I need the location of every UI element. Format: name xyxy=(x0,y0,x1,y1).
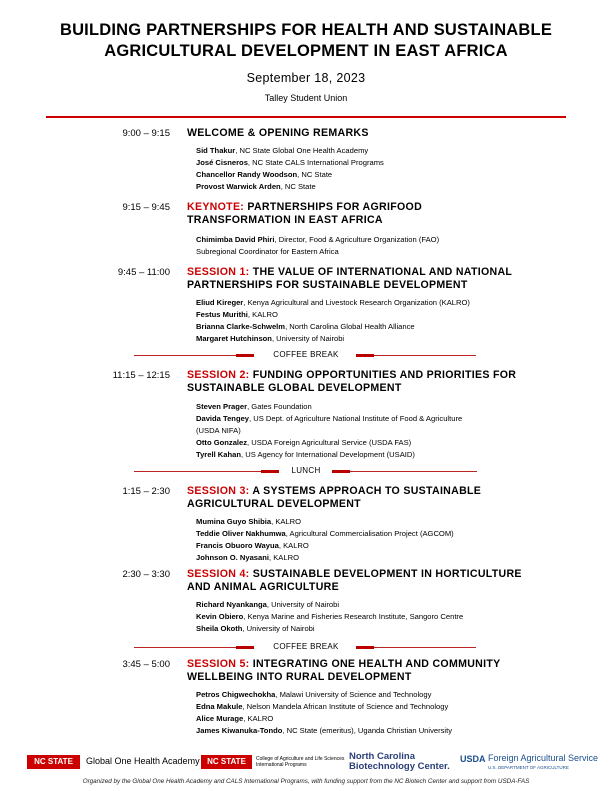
break-divider xyxy=(0,466,612,478)
speaker-name: Kevin Obiero xyxy=(196,612,244,621)
session-title xyxy=(187,485,557,511)
session-lead: SESSION 4: xyxy=(187,568,250,580)
ncstate-logo: NC STATE xyxy=(27,755,80,769)
speaker xyxy=(196,611,566,623)
speaker-affiliation: , Agricultural Commercialisation Project (AGCOM) xyxy=(285,529,454,538)
speaker xyxy=(196,401,566,413)
speaker xyxy=(196,181,566,193)
footer-credit: Organized by the Global One Health Academy and CALS International Programs, with funding support from the NC Biotech Center and support from USDA-FAS xyxy=(82,778,530,785)
speaker-affiliation: , NC State Global One Health Academy xyxy=(235,146,369,155)
ncbiotech-logo xyxy=(349,752,450,772)
speaker xyxy=(196,169,566,181)
speaker-name: Sheila Okoth xyxy=(196,624,243,633)
title-line-1: BUILDING PARTNERSHIPS FOR HEALTH AND SUSTAINABLE xyxy=(59,21,553,39)
speaker xyxy=(196,725,566,737)
speaker-affiliation: , Malawi University of Science and Technology xyxy=(275,690,432,699)
session-lead: KEYNOTE: xyxy=(187,201,245,213)
speaker xyxy=(196,309,566,321)
speaker xyxy=(196,623,566,635)
speaker-name: Richard Nyankanga xyxy=(196,600,267,609)
speaker xyxy=(196,516,566,528)
speaker-name: Steven Prager xyxy=(196,402,248,411)
speaker-affiliation: , Nelson Mandela African Institute of Science and Technology xyxy=(242,702,449,711)
speaker xyxy=(196,701,566,713)
session-title-text-2: AND ANIMAL AGRICULTURE xyxy=(187,581,339,593)
speaker-list xyxy=(196,297,566,345)
cals-logo-text xyxy=(256,756,346,768)
session-time: 9:15 – 9:45 xyxy=(122,202,170,213)
speaker-affiliation: , University of Nairobi xyxy=(271,334,345,343)
speaker-affiliation: , University of Nairobi xyxy=(242,624,315,633)
speaker-name: Alice Murage xyxy=(196,714,244,723)
session-lead: SESSION 5: xyxy=(187,658,250,670)
event-venue: Talley Student Union xyxy=(264,93,348,103)
speaker-affiliation: , Kenya Agricultural and Livestock Research Organization (KALRO) xyxy=(243,298,470,307)
speaker-affiliation: , University of Nairobi xyxy=(266,600,340,609)
speaker-affiliation: , US Agency for International Development (USAID) xyxy=(241,450,415,459)
speaker xyxy=(196,449,566,461)
speaker xyxy=(196,540,566,552)
speaker-list xyxy=(196,234,566,258)
session-lead: SESSION 2: xyxy=(187,369,250,381)
session-title-text-2: WELLBEING INTO RURAL DEVELOPMENT xyxy=(187,671,412,683)
ncstate-cals-logo: NC STATE xyxy=(201,755,252,769)
speaker-list xyxy=(196,689,566,737)
speaker-affiliation: , North Carolina Global Health Alliance xyxy=(285,322,415,331)
session-title xyxy=(187,127,557,140)
session-title-text: THE VALUE OF INTERNATIONAL AND NATIONAL xyxy=(249,266,513,278)
ncbiotech-line-2: Biotechnology Center. xyxy=(349,761,450,772)
speaker-affiliation: , Gates Foundation xyxy=(247,402,312,411)
speaker-affiliation: , US Dept. of Agriculture National Institute of Food & Agriculture xyxy=(249,414,463,423)
header-divider xyxy=(46,116,566,118)
speaker-affiliation: , Director, Food & Agriculture Organization (FAO) xyxy=(274,235,440,244)
speaker-affiliation: , USDA Foreign Agricultural Service (USDA FAS) xyxy=(247,438,412,447)
speaker-name: Eliud Kireger xyxy=(196,298,244,307)
session-time: 9:45 – 11:00 xyxy=(117,267,170,278)
speaker-name: Festus Murithi xyxy=(196,310,248,319)
speaker xyxy=(196,552,566,564)
sponsor-logos xyxy=(0,752,612,774)
break-label: COFFEE BREAK xyxy=(273,350,339,359)
session-title xyxy=(187,201,557,227)
speaker-affiliation: , KALRO xyxy=(247,310,278,319)
speaker xyxy=(196,713,566,725)
speaker-name: Brianna Clarke-Schwelm xyxy=(196,322,286,331)
session-time: 9:00 – 9:15 xyxy=(122,128,170,139)
session-title-text-2: SUSTAINABLE GLOBAL DEVELOPMENT xyxy=(187,382,402,394)
speaker-name: Davida Tengey xyxy=(196,414,250,423)
title-line-2: AGRICULTURAL DEVELOPMENT IN EAST AFRICA xyxy=(104,42,508,60)
session-title xyxy=(187,266,557,292)
session-time: 11:15 – 12:15 xyxy=(112,370,170,381)
session-title-text-2: PARTNERSHIPS FOR SUSTAINABLE DEVELOPMENT xyxy=(187,279,468,291)
speaker-name: Provost Warwick Arden xyxy=(196,182,281,191)
speaker-affiliation: Subregional Coordinator for Eastern Africa xyxy=(196,247,339,256)
speaker-name: Francis Obuoro Wayua xyxy=(196,541,279,550)
usda-fas-logo-text: Foreign Agricultural Service xyxy=(488,753,599,763)
speaker xyxy=(196,599,566,611)
speaker-name: Chancellor Randy Woodson xyxy=(196,170,298,179)
speaker-affiliation: , NC State xyxy=(297,170,333,179)
goha-logo-text: Global One Health Academy xyxy=(86,756,200,766)
speaker-list xyxy=(196,145,566,193)
speaker-affiliation: , KALRO xyxy=(269,553,299,562)
speaker xyxy=(196,157,566,169)
speaker-name: Petros Chigwechokha xyxy=(196,690,276,699)
break-label: COFFEE BREAK xyxy=(273,642,339,651)
session-title-text: INTEGRATING ONE HEALTH AND COMMUNITY xyxy=(249,658,501,670)
session-title-text-2: AGRICULTURAL DEVELOPMENT xyxy=(187,498,361,510)
session-title-text: SUSTAINABLE DEVELOPMENT IN HORTICULTURE xyxy=(249,568,522,580)
session-lead: SESSION 1: xyxy=(187,266,250,278)
speaker-list xyxy=(196,401,566,461)
speaker-affiliation: , KALRO xyxy=(271,517,302,526)
speaker-name: Edna Makule xyxy=(196,702,243,711)
session-title-text: WELCOME & OPENING REMARKS xyxy=(187,127,369,139)
session-time: 2:30 – 3:30 xyxy=(122,569,170,580)
ncbiotech-line-1: North Carolina xyxy=(349,751,415,762)
cals-line-2: International Programs xyxy=(256,762,307,768)
session-lead: SESSION 3: xyxy=(187,485,250,497)
session-title-text: PARTNERSHIPS FOR AGRIFOOD xyxy=(244,201,423,213)
speaker-list xyxy=(196,516,566,564)
speaker-name: Teddie Oliver Nakhumwa xyxy=(196,529,286,538)
session-title xyxy=(187,658,557,684)
speaker xyxy=(196,297,566,309)
speaker-list xyxy=(196,599,566,635)
speaker xyxy=(196,425,566,437)
cals-line-1: College of Agriculture and Life Sciences xyxy=(256,756,345,762)
speaker xyxy=(196,145,566,157)
break-divider xyxy=(0,642,612,654)
speaker xyxy=(196,689,566,701)
session-title-text: A SYSTEMS APPROACH TO SUSTAINABLE xyxy=(249,485,482,497)
speaker xyxy=(196,333,566,345)
speaker xyxy=(196,234,566,246)
speaker-affiliation: (USDA NIFA) xyxy=(196,426,241,435)
speaker-affiliation: , NC State CALS International Programs xyxy=(247,158,384,167)
speaker xyxy=(196,413,566,425)
session-title-text: FUNDING OPPORTUNITIES AND PRIORITIES FOR xyxy=(249,369,517,381)
speaker-name: José Cisneros xyxy=(196,158,248,167)
session-time: 1:15 – 2:30 xyxy=(122,486,170,497)
speaker-name: Tyrell Kahan xyxy=(196,450,242,459)
speaker-affiliation: , NC State (emeritus), Uganda Christian University xyxy=(282,726,453,735)
break-divider xyxy=(0,350,612,362)
speaker-name: Otto Gonzalez xyxy=(196,438,248,447)
speaker xyxy=(196,246,566,258)
speaker-affiliation: , KALRO xyxy=(243,714,274,723)
break-label: LUNCH xyxy=(291,466,321,475)
page-title xyxy=(0,20,612,62)
speaker-affiliation: , NC State xyxy=(280,182,316,191)
speaker xyxy=(196,437,566,449)
session-title xyxy=(187,369,557,395)
speaker-name: Chimimba David Phiri xyxy=(196,235,275,244)
speaker xyxy=(196,528,566,540)
speaker-name: Johnson O. Nyasani xyxy=(196,553,270,562)
event-date: September 18, 2023 xyxy=(246,71,366,85)
speaker-name: Sid Thakur xyxy=(196,146,236,155)
speaker xyxy=(196,321,566,333)
speaker-name: Margaret Hutchinson xyxy=(196,334,272,343)
session-title-text-2: TRANSFORMATION IN EAST AFRICA xyxy=(187,214,383,226)
speaker-name: James Kiwanuka-Tondo xyxy=(196,726,283,735)
speaker-name: Mumina Guyo Shibia xyxy=(196,517,272,526)
speaker-affiliation: , Kenya Marine and Fisheries Research Institute, Sangoro Centre xyxy=(243,612,464,621)
usda-logo-mark: USDA xyxy=(460,754,486,764)
session-title xyxy=(187,568,557,594)
speaker-affiliation: , KALRO xyxy=(278,541,309,550)
usda-subtitle: U.S. DEPARTMENT OF AGRICULTURE xyxy=(488,765,569,770)
session-time: 3:45 – 5:00 xyxy=(122,659,170,670)
